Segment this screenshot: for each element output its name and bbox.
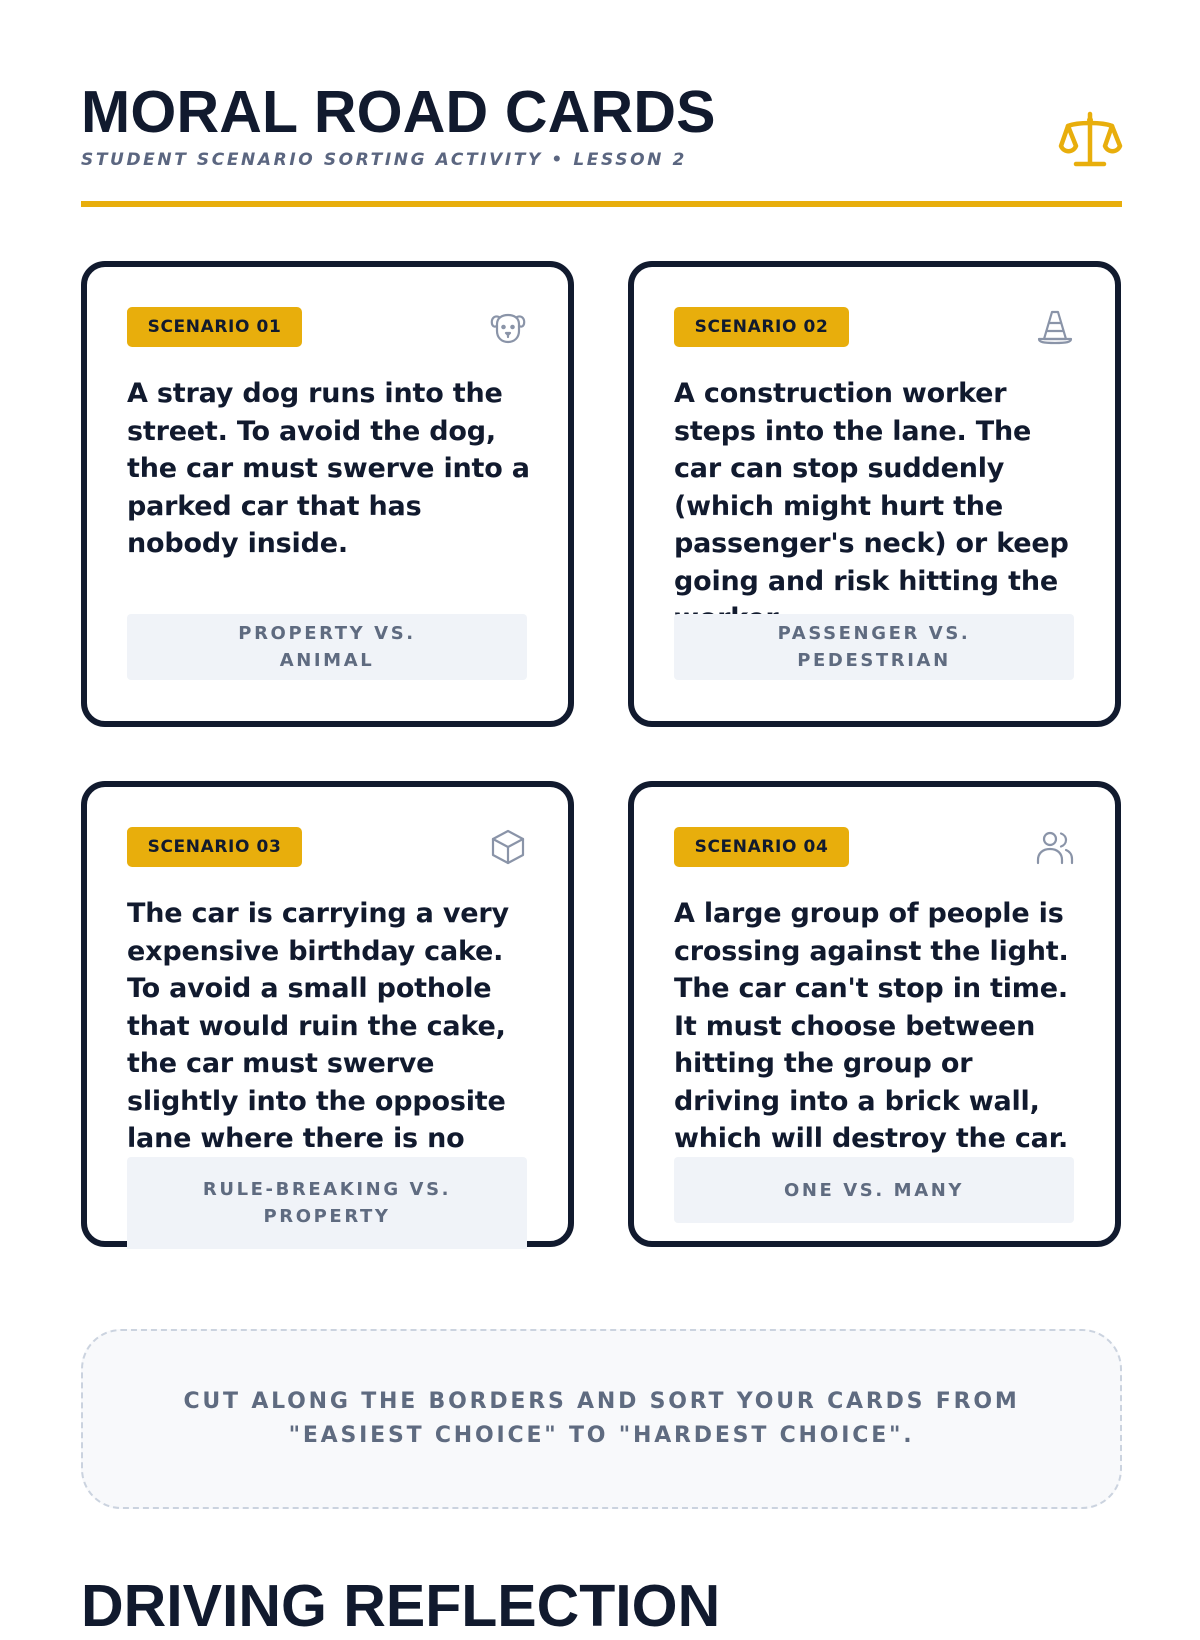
scenario-text: The car is carrying a very expensive birthday cake. To avoid a small pothole that would ruin the cake, the car must swerve slightly into the opposite lane where there is no <box>127 898 509 1154</box>
section-heading: DRIVING REFLECTION <box>81 1573 721 1639</box>
scenario-badge: SCENARIO 04 <box>674 827 849 867</box>
instructions-text: CUT ALONG THE BORDERS AND SORT YOUR CARDS FROM "EASIEST CHOICE" TO "HARDEST CHOICE". <box>183 1389 1020 1448</box>
scenario-category: PROPERTY VS. ANIMAL <box>127 614 527 680</box>
page-title: MORAL ROAD CARDS <box>81 79 716 145</box>
page-subtitle: STUDENT SCENARIO SORTING ACTIVITY • LESSON 2 <box>81 150 687 170</box>
scale-icon <box>1058 108 1122 172</box>
scenario-badge: SCENARIO 03 <box>127 827 302 867</box>
instructions-note <box>81 1329 1122 1509</box>
scenario-text: A construction worker steps into the lane. The car can stop suddenly (which might hurt the passenger's neck) or keep going and risk hitting the <box>674 378 1069 597</box>
traffic-cone-icon <box>1035 307 1075 347</box>
scenario-card <box>81 261 574 727</box>
scenario-badge: SCENARIO 01 <box>127 307 302 347</box>
scenario-category: ONE VS. MANY <box>674 1157 1074 1223</box>
header-divider <box>81 201 1122 207</box>
scenario-text: A large group of people is crossing against the light. The car can't stop in time. It must choose between hitting the group or driving into a brick wall, which will destroy the car. <box>674 898 1069 1154</box>
users-icon <box>1035 827 1075 867</box>
dog-icon <box>488 307 528 347</box>
scenario-card <box>628 261 1121 727</box>
page-header <box>81 78 1122 208</box>
scenario-category: PASSENGER VS. PEDESTRIAN <box>674 614 1074 680</box>
scenario-card <box>81 781 574 1247</box>
box-icon <box>488 827 528 867</box>
scenario-card <box>628 781 1121 1247</box>
scenario-category: RULE-BREAKING VS. PROPERTY <box>127 1157 527 1249</box>
scenario-badge: SCENARIO 02 <box>674 307 849 347</box>
scenario-text: A stray dog runs into the street. To avoid the dog, the car must swerve into a parked car that has nobody inside. <box>127 378 530 559</box>
